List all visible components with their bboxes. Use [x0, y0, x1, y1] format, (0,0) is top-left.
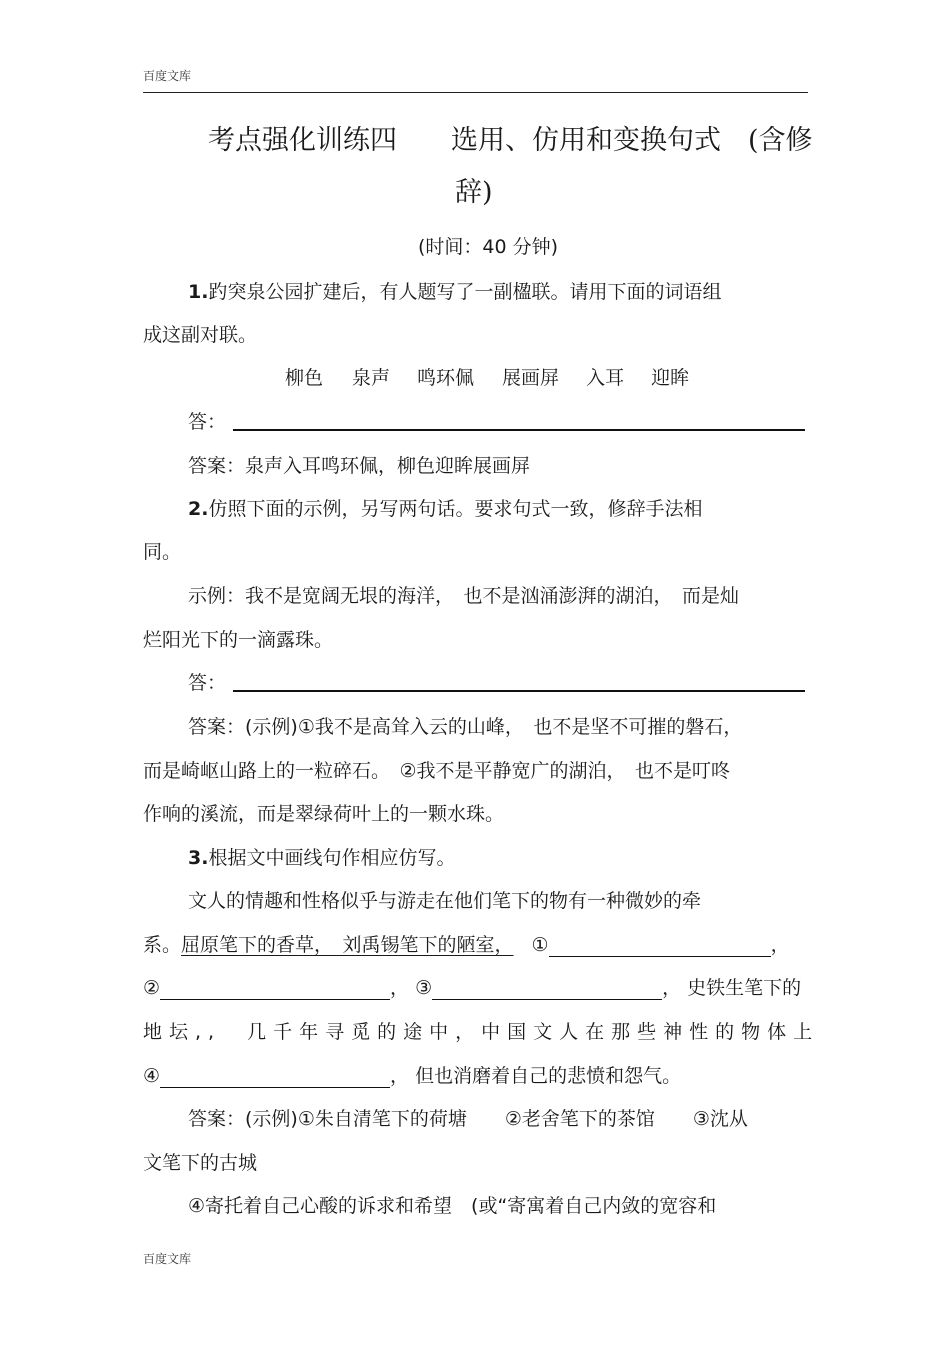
header-rule — [143, 92, 808, 93]
q1-text: 趵突泉公园扩建后，有人题写了一副楹联。请用下面的词语组 — [208, 281, 722, 303]
q3-mark-4: ④ — [143, 1065, 161, 1087]
q3-text: 但也消磨着自己的悲愤和怨气。 — [415, 1065, 682, 1087]
q3-text: 史铁生笔下的 — [687, 977, 802, 999]
q3-comma: ， — [770, 934, 790, 956]
q3-line1 — [188, 843, 455, 870]
header-source: 百度文库 — [143, 69, 192, 83]
q3-mark-3: ③ — [415, 977, 433, 999]
q1-line2: 成这副对联。 — [143, 324, 258, 346]
q2-line1 — [188, 494, 702, 521]
q1-line1 — [188, 277, 721, 304]
q3-answer-line3: ④寄托着自己心酸的诉求和希望 (或“寄寓着自己内敛的宽容和 — [188, 1195, 717, 1217]
q1-answer-label: 答： — [188, 411, 227, 433]
q3-comma: ， — [662, 977, 682, 999]
page-title-line1: 考点强化训练四 选用、仿用和变换句式 (含修 — [208, 125, 813, 156]
q3-blank-3[interactable] — [432, 977, 662, 1000]
q2-example-line2: 烂阳光下的一滴露珠。 — [143, 629, 334, 651]
q3-answer-line2: 文笔下的古城 — [143, 1152, 258, 1174]
q2-answer-label: 答： — [188, 672, 227, 694]
time-limit: (时间：40 分钟) — [418, 236, 559, 258]
q3-para-line3 — [143, 973, 801, 1000]
q1-word: 迎眸 — [651, 367, 690, 389]
q1-number: 1. — [188, 281, 209, 303]
q2-answer-line[interactable] — [233, 690, 805, 692]
q3-comma: ， — [390, 1065, 410, 1087]
q1-word: 鸣环佩 — [417, 367, 475, 389]
q3-mark-2: ② — [143, 977, 161, 999]
q2-example-line1: 示例：我不是宽阔无垠的海洋， 也不是汹涌澎湃的湖泊， 而是灿 — [188, 585, 740, 607]
q3-para-line5 — [143, 1061, 681, 1088]
q3-comma: ， — [390, 977, 410, 999]
q3-blank-2[interactable] — [160, 977, 390, 1000]
page-title-line2: 辞) — [455, 177, 493, 208]
q1-word: 入耳 — [586, 367, 625, 389]
q3-number: 3. — [188, 847, 209, 869]
q3-mark-1: ① — [531, 934, 549, 956]
q3-blank-4[interactable] — [160, 1065, 390, 1088]
q3-para-line2 — [143, 930, 790, 957]
q3-para-line1: 文人的情趣和性格似乎与游走在他们笔下的物有一种微妙的牵 — [188, 890, 702, 912]
q2-line2: 同。 — [143, 541, 182, 563]
q2-number: 2. — [188, 498, 209, 520]
q2-answer-line1: 答案：(示例)①我不是高耸入云的山峰， 也不是坚不可摧的磐石， — [188, 716, 743, 738]
q3-para-line4: 地坛,, 几千年寻觅的途中，中国文人在那些神性的物体上 — [143, 1021, 820, 1043]
q1-word: 展画屏 — [502, 367, 560, 389]
q2-answer-line2: 而是崎岖山路上的一粒碎石。 ②我不是平静宽广的湖泊， 也不是叮咚 — [143, 760, 731, 782]
q1-word: 柳色 — [285, 367, 324, 389]
q1-answer: 答案：泉声入耳鸣环佩，柳色迎眸展画屏 — [188, 455, 531, 477]
footer-source: 百度文库 — [143, 1252, 192, 1266]
q3-text: 系。 — [143, 934, 182, 956]
q1-word: 泉声 — [352, 367, 391, 389]
q3-blank-1[interactable] — [549, 934, 771, 957]
q3-answer-line1: 答案：(示例)①朱自清笔下的荷塘 ②老舍笔下的茶馆 ③沈从 — [188, 1108, 748, 1130]
q2-answer-line3: 作响的溪流，而是翠绿荷叶上的一颗水珠。 — [143, 803, 505, 825]
q1-answer-line[interactable] — [233, 429, 805, 431]
q3-text: 根据文中画线句作相应仿写。 — [208, 847, 456, 869]
q2-text: 仿照下面的示例，另写两句话。要求句式一致，修辞手法相 — [208, 498, 703, 520]
q1-word-list — [285, 363, 689, 390]
q3-underlined-sentence: 屈原笔下的香草， 刘禹锡笔下的陋室， — [181, 934, 514, 956]
